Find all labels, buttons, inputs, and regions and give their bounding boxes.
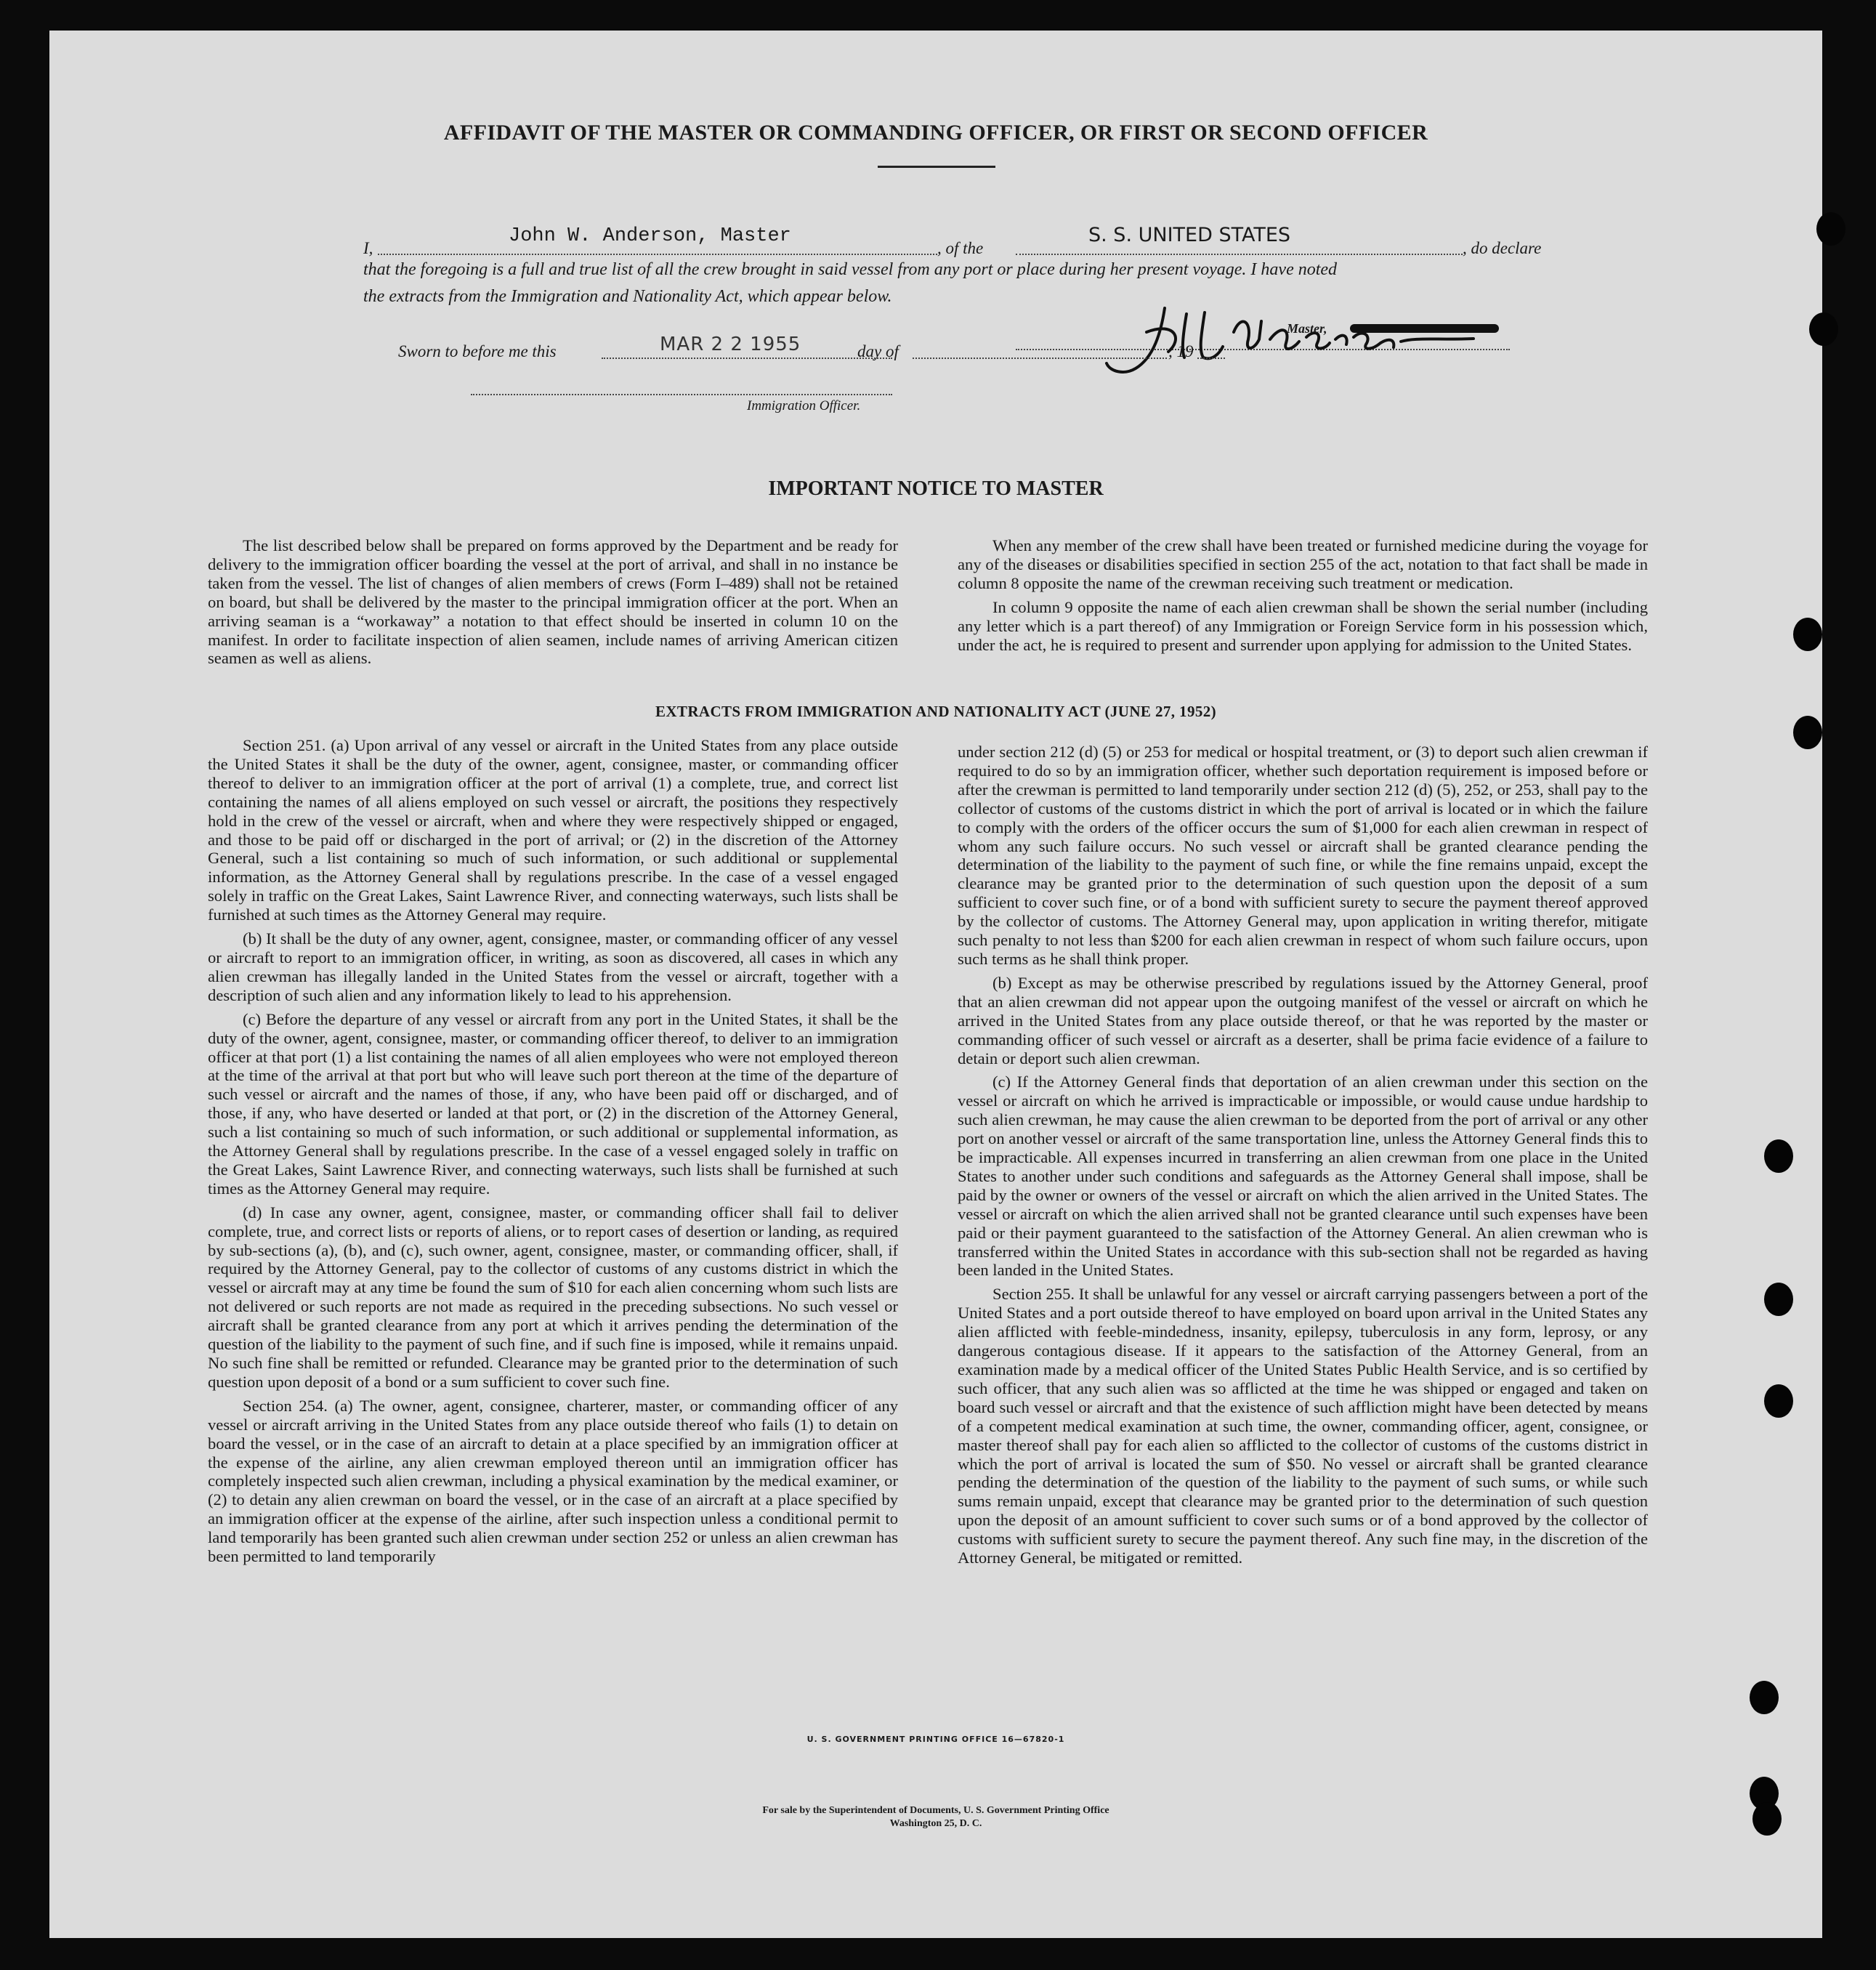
punch-hole	[1764, 1384, 1793, 1418]
notice-left-paragraph: The list described below shall be prepared on forms approved by the Department and be ready for delivery to the immigration officer boarding the vessel at the port of arrival, and shall in no instance be taken from the vessel. The list of changes of alien members of crews (Form I–489) shall not be retained on board, but shall be delivered by the master to the principal immigration officer at the port. When an arriving seaman is a “workaway” a notation to that effect should be inserted in column 10 on the manifest. In order to facilitate inspection of alien seamen, include names of arriving American citizen seamen as well as aliens.	[208, 536, 898, 668]
extracts-heading: EXTRACTS FROM IMMIGRATION AND NATIONALITY ACT (JUNE 27, 1952)	[655, 703, 1217, 720]
punch-hole	[1816, 212, 1845, 246]
declarant-name: John W. Anderson, Master	[509, 225, 791, 247]
vessel-name: S. S. UNITED STATES	[1088, 224, 1291, 246]
section-254-c: (c) If the Attorney General finds that deportation of an alien crewman under this section on the vessel or aircraft on which he arrived is impracticable or impossible, or would cause undue hardship to such alien crewman, he may cause the alien crewman to be deported from the port of arrival or any other port on another vessel or aircraft of the same transportation line, unless the Attorney General finds this to be impracticable. All expenses incurred in transferring an alien crewman from one place in the United States to another under such conditions and safeguards as the Attorney General shall impose, shall be paid by the owner or owners of the vessel or aircraft on which the alien arrived in the United States. The vessel or aircraft on which the alien arrived shall not be granted clearance until such expenses have been paid or their payment guaranteed to the satisfaction of the Attorney General. An alien crewman who is transferred within the United States in accordance with this sub-section shall not be regarded as having been landed in the United States.	[958, 1073, 1648, 1280]
section-255: Section 255. It shall be unlawful for any vessel or aircraft carrying passengers between a port of the United States and a port outside thereof to have employed on board upon arrival in the United States any alien afflicted with feeble-mindedness, insanity, epilepsy, tuberculosis in any form, leprosy, or any dangerous contagious disease. If it appears to the satisfaction of the Attorney General, from an examination made by a medical officer of the United States Public Health Service, and is so certified by such officer, that any such alien was so afflicted at the time he was shipped or engaged and taken on board such vessel or aircraft and that the existence of such affliction might have been detected by means of a competent medical examination at such time, the owner, commanding officer, agent, consignee, or master thereof shall pay for each alien so afflicted to the collector of customs of the customs district in which the port of arrival is located the sum of $50. No vessel or aircraft shall be granted clearance pending the determination of the question of the liability to the payment of such sums, or while such sums remain unpaid, except that clearance may be granted prior to the determination of such question upon the deposit of an amount sufficient to cover such sums or of a bond approved by the collector of customs with sufficient surety to secure the payment thereof. Any such fine may, in the discretion of the Attorney General, be mitigated or remitted.	[958, 1285, 1648, 1567]
notice-right-paragraph-1: When any member of the crew shall have been treated or furnished medicine during the voyage for any of the diseases or disabilities specified in section 255 of the act, notation to that fact shall be made in column 8 opposite the name of the crewman receiving such treatment or medication.	[958, 536, 1648, 592]
title-rule	[878, 166, 995, 168]
do-declare-label: , do declare	[1463, 239, 1542, 257]
punch-hole	[1750, 1681, 1779, 1714]
section-254-a-continued: under section 212 (d) (5) or 253 for medical or hospital treatment, or (3) to deport such alien crewman if required to do so by an immigration officer, whether such deportation requirement is imposed before or after the crewman is permitted to land temporarily under section 212 (d) (5), 252, or 253, shall pay to the collector of customs of the customs district in which the port of arrival is located or in which the failure to comply with the orders of the officer occurs the sum of $1,000 for each alien crewman in respect of whom any such failure occurs. No such vessel or aircraft shall be granted clearance pending the determination of the liability to the payment of such fine, or while the fine remains unpaid, except the clearance may be granted prior to the determination of such question upon the deposit of a sum sufficient to cover such fine, or of a bond with sufficient surety to secure the payment thereof approved by the collector of customs. The Attorney General may, upon application in writing therefor, mitigate such penalty to not less than $200 for each alien crewman in respect of whom such failure occurs, upon such terms as he shall think proper.	[958, 743, 1648, 968]
notice-left-column	[208, 536, 898, 673]
sworn-date-stamp: MAR 2 2 1955	[660, 334, 801, 355]
section-251-b: (b) It shall be the duty of any owner, agent, consignee, master, or commanding officer of any vessel or aircraft to report to an immigration officer, in writing, as soon as discovered, all cases in which any alien crewman has illegally landed in the United States from the vessel or aircraft, together with a description of such alien and any information likely to lead to his apprehension.	[208, 929, 898, 1004]
sworn-label: Sworn to before me this	[398, 342, 557, 360]
day-of-label: day of	[857, 342, 899, 360]
punch-hole	[1793, 618, 1822, 651]
punch-hole	[1764, 1283, 1793, 1316]
punch-hole	[1764, 1139, 1793, 1173]
declarant-line	[378, 254, 937, 255]
year-line	[1197, 358, 1225, 359]
notice-right-column	[958, 536, 1648, 659]
section-251-c: (c) Before the departure of any vessel or aircraft from any port in the United States, it shall be the duty of the owner, agent, consignee, master, or commanding officer thereof, to deliver to an immigration officer at that port (1) a list containing the names of all alien employees who were not employed thereon at the time of the arrival at that port but who will leave such port thereon at the time of the departure of such vessel or aircraft and the names of those, if any, who have been paid off or discharged, and of those, if any, who have deserted or landed at that port, or (2) in the discretion of the Attorney General, such a list containing so much of such information, or such additional or supplemental information, as the Attorney General shall by regulations prescribe. In the case of a vessel engaged solely in traffic on the Great Lakes, Saint Lawrence River, and connecting waterways, such lists shall be furnished at such times as the Attorney General may require.	[208, 1009, 898, 1198]
sworn-date-line	[602, 358, 892, 359]
punch-hole	[1809, 312, 1838, 346]
officer-line	[471, 394, 892, 395]
punch-hole	[1793, 716, 1822, 749]
section-251-a: Section 251. (a) Upon arrival of any vessel or aircraft in the United States from any place outside the United States it shall be the duty of the owner, agent, consignee, master, or commanding officer thereof to deliver to an immigration officer at the port of arrival (1) a complete, true, and correct list containing the names of all aliens employed on such vessel or aircraft, the positions they respectively hold in the crew of the vessel or aircraft, when and where they were respectively shipped or engaged, and those to be paid off or discharged in the port of arrival; or (2) in the discretion of the Attorney General, such a list containing so much of such information, or such additional or supplemental information, as the Attorney General shall by regulations prescribe. In the case of a vessel engaged solely in traffic on the Great Lakes, Saint Lawrence River, and connecting waterways, such lists shall be furnished at such times as the Attorney General may require.	[208, 736, 898, 924]
notice-right-paragraph-2: In column 9 opposite the name of each alien crewman shall be shown the serial number (including any letter which is a part thereof) of any Immigration or Foreign Service form in his possession which, under the act, he is required to present and surrender upon applying for admission to the United States.	[958, 597, 1648, 654]
of-the-label: , of the	[937, 239, 984, 257]
declaration-line-2: the extracts from the Immigration and Nationality Act, which appear below.	[363, 287, 892, 306]
section-254-a: Section 254. (a) The owner, agent, consignee, charterer, master, or commanding officer of any vessel or aircraft arriving in the United States from any place outside thereof who fails (1) to detain on board the vessel, or in the case of an aircraft to detain at a place specified by an immigration officer at the expense of the airline, any alien crewman employed thereon until an immigration officer has completely inspected such alien crewman, including a physical examination by the medical examiner, or (2) to detain any alien crewman on board the vessel, or in the case of an aircraft at a place specified by an immigration officer at the expense of the airline, after such inspection unless a conditional permit to land temporarily has been granted such alien crewman under section 252 or unless an alien crewman has been permitted to land temporarily	[208, 1396, 898, 1566]
gpo-imprint: U. S. GOVERNMENT PRINTING OFFICE 16—67820-1	[806, 1735, 1065, 1744]
i-label: I,	[363, 239, 373, 257]
vessel-line	[1016, 254, 1463, 255]
month-line	[913, 358, 1167, 359]
section-251-d: (d) In case any owner, agent, consignee, master, or commanding officer shall fail to deliver complete, true, and correct lists or reports of aliens, or to report cases of desertion or landing, as required by sub-sections (a), (b), and (c), such owner, agent, consignee, master, or commanding officer, shall, if required by the Attorney General, pay to the collector of customs of any customs district in which the vessel or aircraft may at any time be found the sum of $10 for each alien concerning whom such lists are not delivered or such reports are not made as required in the preceding subsections. No such vessel or aircraft shall be granted clearance from any port at which it arrives pending the determination of the question of the liability to the payment of such fine, and if such fine is imposed, while it remains unpaid. No such fine shall be remitted or refunded. Clearance may be granted prior to the determination of such question upon deposit of a bond or a sum sufficient to cover such fine.	[208, 1203, 898, 1391]
master-label: Master,	[1287, 321, 1327, 336]
sale-notice-line-2: Washington 25, D. C.	[889, 1818, 982, 1829]
document-page	[49, 31, 1822, 1938]
master-signature	[1096, 299, 1561, 379]
affidavit-title: AFFIDAVIT OF THE MASTER OR COMMANDING OFFICER, OR FIRST OR SECOND OFFICER	[443, 121, 1428, 145]
extracts-left-column	[208, 736, 898, 1571]
section-254-b: (b) Except as may be otherwise prescribed by regulations issued by the Attorney General, proof that an alien crewman did not appear upon the outgoing manifest of the vessel or aircraft on which he arrived in the United States from any place outside thereof, or that he was reported by the master or commanding officer of such vessel or aircraft as a deserter, shall be prima facie evidence of a failure to detain or deport such alien crewman.	[958, 973, 1648, 1067]
punch-hole	[1752, 1802, 1782, 1836]
notice-heading: IMPORTANT NOTICE TO MASTER	[768, 477, 1104, 500]
year-prefix: , 19	[1168, 342, 1194, 360]
extracts-right-column	[958, 743, 1648, 1573]
officer-label: Immigration Officer.	[747, 398, 861, 413]
sale-notice-line-1: For sale by the Superintendent of Documents, U. S. Government Printing Office	[762, 1805, 1109, 1816]
redaction-bar	[1350, 324, 1499, 333]
declaration-line-1: that the foregoing is a full and true list of all the crew brought in said vessel from any port or place during her present voyage. I have noted	[363, 260, 1338, 279]
